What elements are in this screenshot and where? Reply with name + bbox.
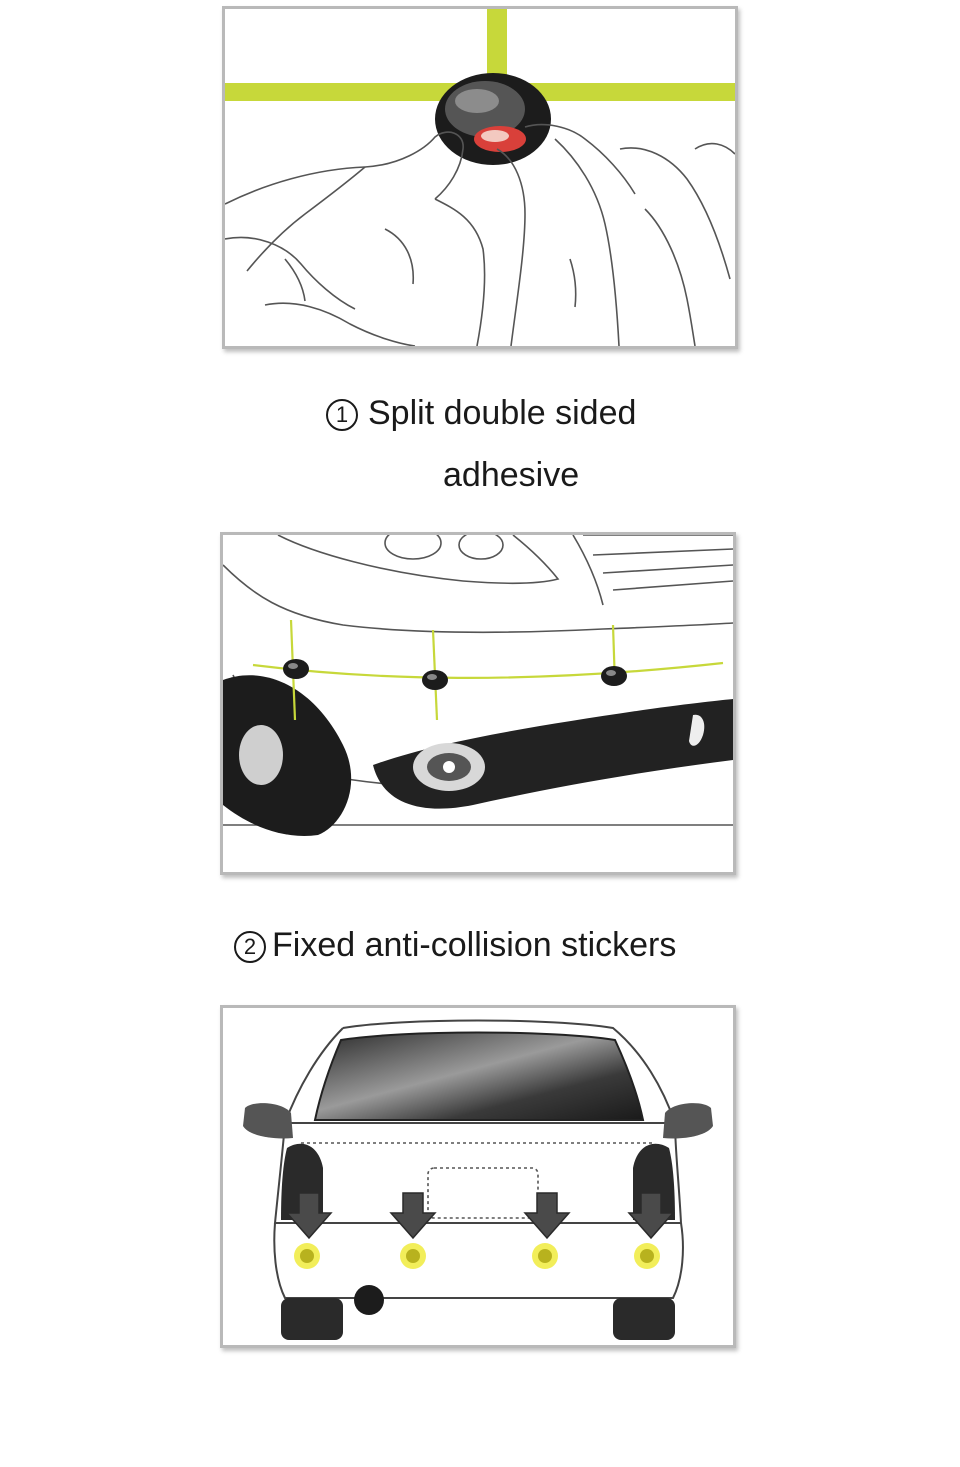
sensor-icon: [601, 666, 627, 686]
left-wheel: [281, 1298, 343, 1340]
down-arrow-icon: [525, 1193, 569, 1238]
fog-light-panel: [373, 699, 733, 809]
right-mirror: [663, 1103, 713, 1138]
sensor-icon: [400, 1243, 426, 1269]
step-2-caption: [234, 928, 676, 963]
sensor-icon: [634, 1243, 660, 1269]
illustration-rear-bumper: [220, 1005, 736, 1348]
illustration-peel-adhesive: [222, 6, 738, 349]
step-2-caption-text: Fixed anti-collision stickers: [272, 926, 677, 964]
down-arrow-icon: [391, 1193, 435, 1238]
step-number-badge: 2: [234, 931, 266, 963]
sensor-icon: [532, 1243, 558, 1269]
sensor-icon: [422, 670, 448, 690]
sensor-icon: [283, 659, 309, 679]
guide-lines: [253, 620, 723, 720]
illustration-front-bumper: [220, 532, 736, 875]
sensor-disc-icon: [435, 73, 551, 165]
exhaust-icon: [354, 1285, 384, 1315]
step-1-caption-line-1: Split double sided: [368, 394, 637, 432]
trunk-outline: [301, 1143, 655, 1218]
arrow-icons: [287, 1193, 673, 1238]
step-1-caption: [326, 396, 636, 431]
right-wheel: [613, 1298, 675, 1340]
step-number-badge: 1: [326, 399, 358, 431]
headlight-outline: [278, 535, 733, 605]
rear-window: [315, 1033, 643, 1121]
wheel-icon: [223, 675, 351, 836]
sensor-icon: [294, 1243, 320, 1269]
rear-sensors: [294, 1243, 660, 1269]
left-mirror: [243, 1103, 293, 1138]
step-1-caption-line-2: adhesive: [443, 456, 580, 494]
